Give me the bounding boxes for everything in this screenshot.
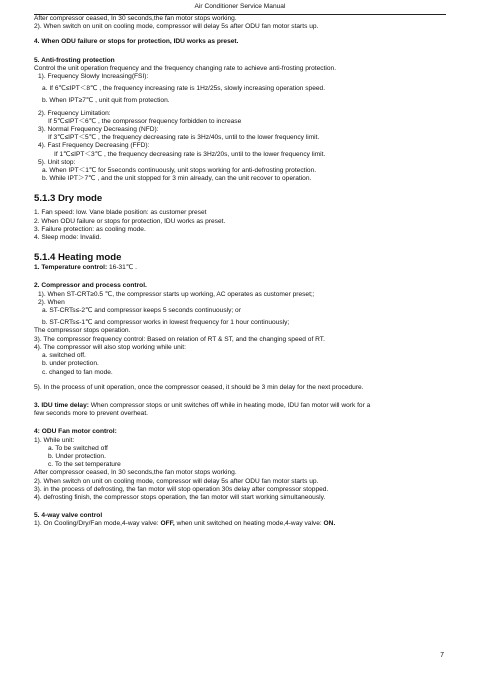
text-line <box>34 520 444 528</box>
section-heading: 4: ODU Fan motor control: <box>34 428 117 436</box>
text-line: If 5℃≤IPT＜6℃ , the compressor frequency forbidden to increase <box>48 117 242 125</box>
temp-label: 1. Temperature control: <box>34 264 108 272</box>
text-line: b. Under protection. <box>48 452 106 460</box>
page-number: 7 <box>440 652 444 659</box>
text-line: If 3℃≤IPT＜5℃ , the frequency decreasing rate is 3Hz/40s, until to the lower frequency limit. <box>48 134 320 142</box>
section-title: 5.1.4 Heating mode <box>34 252 122 264</box>
text-line: c. To the set temperature <box>48 461 121 469</box>
text-line: 2). When switch on unit on cooling mode, compressor will delay 5s after ODU fan motor starts up. <box>34 477 319 485</box>
text-line: b. ST-CRTs≤-1℃ and compressor works in lowest frequency for 1 hour continuously; <box>42 319 290 327</box>
text-line: 3). in the process of defrosting, the fan motor will stop operation 30s delay after compressor stopped. <box>34 485 329 493</box>
valve-off: OFF, <box>160 520 175 528</box>
valve-text: 1). On Cooling/Dry/Fan mode,4-way valve: <box>34 520 161 528</box>
text-line: 2). When switch on unit on cooling mode, compressor will delay 5s after ODU fan motor starts up. <box>34 23 319 31</box>
text-line: b. While IPT＞7℃ , and the unit stopped for 3 min already, can the unit recover to operation. <box>42 175 312 183</box>
text-line: The compressor stops operation. <box>34 327 131 335</box>
text-line: 4. Sleep mode: Invalid. <box>34 234 102 242</box>
text-line: Control the unit operation frequency and the frequency changing rate to achieve anti-frosting protection. <box>34 64 337 72</box>
text-line: 2). When <box>38 298 65 306</box>
text-line: c. changed to fan mode. <box>42 368 113 376</box>
text-line: 3). Normal Frequency Decreasing (NFD): <box>38 126 159 134</box>
section-heading: 4. When ODU failure or stops for protection, IDU works as preset. <box>34 38 239 46</box>
manual-page <box>34 15 444 529</box>
text-line: 2. When ODU failure or stops for protection, IDU works as preset. <box>34 217 226 225</box>
text-line: If 1℃≤IPT＜3℃ , the frequency decreasing rate is 3Hz/20s, until to the lower frequency limit. <box>54 150 326 158</box>
text-line: After compressor ceased, In 30 seconds,the fan motor stops working. <box>34 15 237 22</box>
idu-label: 3. IDU time delay: <box>34 401 89 409</box>
text-line: 4). defrosting finish, the compressor stops operation, the fan motor will start working simultaneously. <box>34 493 326 501</box>
text-line: 2). Frequency Limitation: <box>38 109 111 117</box>
text-line: After compressor ceased, In 30 seconds,the fan motor stops working. <box>34 469 237 477</box>
text-line: a. To be switched off <box>48 444 108 452</box>
text-line: 4). The compressor will also stop working while unit: <box>34 343 186 351</box>
section-heading: 5. Anti-frosting protection <box>34 56 115 64</box>
text-line: 1). When ST-CRT≥0.5 ℃, the compressor starts up working, AC operates as customer preset;; <box>38 290 315 298</box>
text-line: 5). In the process of unit operation, once the compressor ceased, it should be 3 min delay for the next procedure. <box>34 383 364 391</box>
text-line: 4). Fast Frequency Decreasing (FFD): <box>38 142 150 150</box>
section-title: 5.1.3 Dry mode <box>34 193 103 205</box>
valve-text: when unit switched on heating mode,4-way valve: <box>174 520 324 528</box>
text-line: b. under protection. <box>42 360 99 368</box>
text-line: a. If 6℃≤IPT＜8℃ , the frequency increasing rate is 1Hz/25s, slowly increasing operation speed. <box>42 85 326 93</box>
section-heading: 2. Compressor and process control. <box>34 282 147 290</box>
text-line: 1. Fan speed: low. Vane blade position: as customer preset <box>34 209 207 217</box>
text-line <box>34 264 444 272</box>
text-line: 3). The compressor frequency control: Based on relation of RT & ST, and the changing speed of RT. <box>34 335 325 343</box>
page-header: Air Conditioner Service Manual <box>34 1 446 15</box>
text-line <box>34 402 444 410</box>
text-line: 1). Frequency Slowly Increasing(FSI): <box>38 73 149 81</box>
temp-value: 16-31℃ . <box>107 264 137 272</box>
text-line: 5). Unit stop: <box>38 158 76 166</box>
idu-text: When compressor stops or unit switches off while in heating mode, IDU fan motor will work for a <box>88 401 371 409</box>
text-line: 1). While unit: <box>34 436 75 444</box>
text-line: a. switched off. <box>42 352 86 360</box>
text-line: a. ST-CRTs≤-2℃ and compressor keeps 5 seconds continuously; or <box>42 307 241 315</box>
section-heading: 5. 4-way valve control <box>34 512 103 520</box>
text-line: b. When IPT≥7℃ , unit quit from protection. <box>42 97 170 105</box>
text-line: few seconds more to prevent overheat. <box>34 410 148 418</box>
valve-on: ON. <box>323 520 336 528</box>
text-line: 3. Failure protection: as cooling mode. <box>34 225 146 233</box>
text-line: a. When IPT＜1℃ for 5seconds continuously, unit stops working for anti-defrosting protection. <box>42 167 317 175</box>
